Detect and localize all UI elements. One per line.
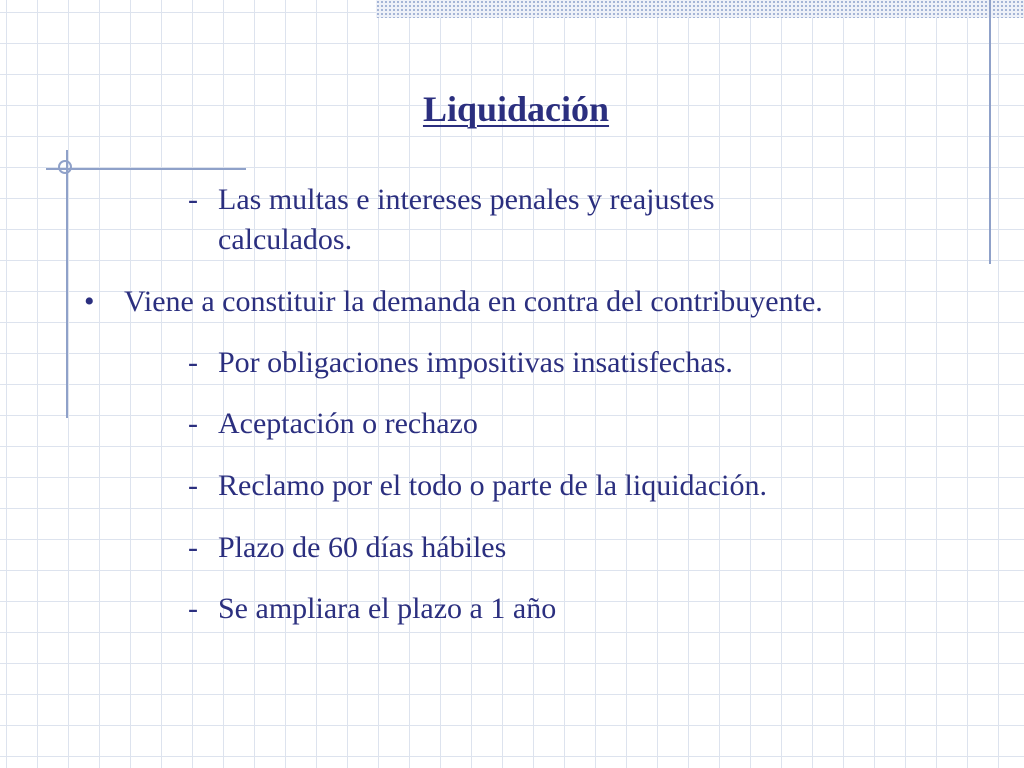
list-item-text: Aceptación o rechazo — [218, 407, 478, 440]
list-item-text: Las multas e intereses penales y reajustes — [218, 183, 715, 216]
dash-marker: - — [188, 407, 198, 440]
list-item-continuation — [218, 222, 352, 258]
list-item-text: Por obligaciones impositivas insatisfechas. — [218, 346, 733, 379]
list-item-text: Reclamo por el todo o parte de la liquidación. — [218, 469, 767, 502]
list-item — [188, 591, 556, 627]
dash-marker: - — [188, 346, 198, 379]
list-item — [188, 182, 715, 218]
slide-title: Liquidación — [422, 89, 610, 129]
bullet-item — [124, 284, 823, 320]
right-accent-line — [989, 0, 991, 264]
list-item-text: Se ampliara el plazo a 1 año — [218, 592, 557, 625]
left-horizontal-accent-line — [46, 168, 246, 170]
list-item-text: Plazo de 60 días hábiles — [218, 531, 507, 564]
list-item — [188, 345, 733, 381]
list-item-text: calculados. — [218, 223, 353, 256]
bullet-marker: • — [84, 285, 95, 318]
dash-marker: - — [188, 592, 198, 625]
dash-marker: - — [188, 469, 198, 502]
list-item — [188, 530, 506, 566]
list-item — [188, 406, 478, 442]
corner-ring-icon — [58, 160, 72, 174]
dash-marker: - — [188, 531, 198, 564]
dash-marker: - — [188, 183, 198, 216]
left-accent-line — [66, 150, 68, 418]
top-dotted-band — [376, 0, 1024, 18]
list-item — [188, 468, 767, 504]
bullet-item-text: Viene a constituir la demanda en contra del contribuyente. — [124, 285, 823, 318]
